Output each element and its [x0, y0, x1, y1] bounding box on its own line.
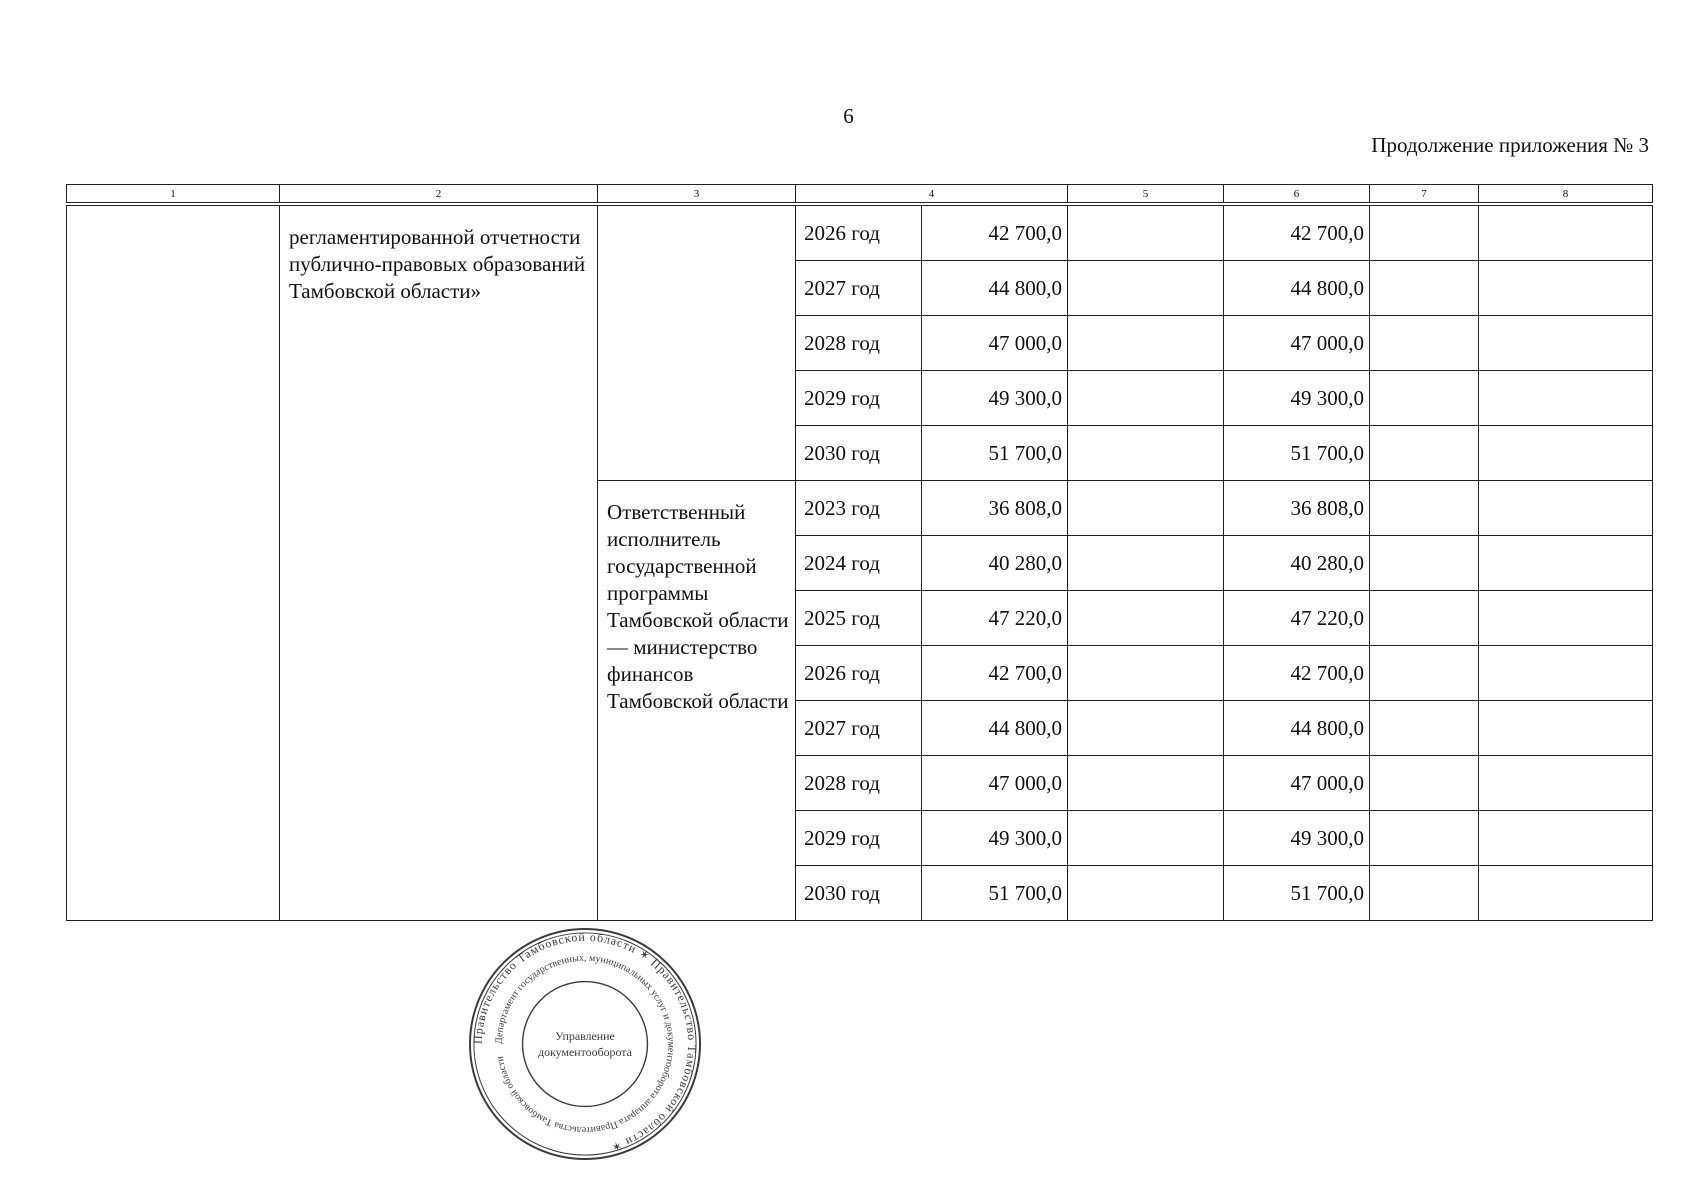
- column-number-cell: 3: [598, 185, 796, 203]
- col6-amount-cell: 47 000,0: [1224, 756, 1370, 811]
- col8-cell: [1479, 536, 1653, 591]
- budget-table-body: [67, 206, 1653, 921]
- col5-cell: [1068, 481, 1224, 536]
- col6-amount-cell: 49 300,0: [1224, 371, 1370, 426]
- seal-inner-text: Департамент государственных, муниципальных услуг и документооборота аппарата Правительства Тамбовской области: [493, 952, 677, 1136]
- col8-cell: [1479, 866, 1653, 921]
- col5-cell: [1068, 701, 1224, 756]
- col8-cell: [1479, 811, 1653, 866]
- col6-amount-cell: 47 220,0: [1224, 591, 1370, 646]
- col5-cell: [1068, 646, 1224, 701]
- col7-cell: [1370, 536, 1479, 591]
- program-code-cell: [67, 206, 280, 921]
- budget-table: [66, 205, 1653, 921]
- year-cell: 2029 год: [796, 371, 922, 426]
- col5-cell: [1068, 866, 1224, 921]
- col6-amount-cell: 49 300,0: [1224, 811, 1370, 866]
- column-number-cell: 6: [1224, 185, 1370, 203]
- col7-cell: [1370, 371, 1479, 426]
- col7-cell: [1370, 866, 1479, 921]
- col7-cell: [1370, 426, 1479, 481]
- total-amount-cell: 51 700,0: [922, 426, 1068, 481]
- col5-cell: [1068, 536, 1224, 591]
- col5-cell: [1068, 591, 1224, 646]
- col6-amount-cell: 42 700,0: [1224, 206, 1370, 261]
- col5-cell: [1068, 371, 1224, 426]
- column-number-cell: 7: [1370, 185, 1479, 203]
- column-number-cell: 2: [280, 185, 598, 203]
- col7-cell: [1370, 646, 1479, 701]
- year-cell: 2028 год: [796, 756, 922, 811]
- page-number: 6: [843, 104, 854, 128]
- col8-cell: [1479, 206, 1653, 261]
- seal-center-line2: документооборота: [538, 1044, 632, 1059]
- col8-cell: [1479, 371, 1653, 426]
- year-cell: 2029 год: [796, 811, 922, 866]
- col6-amount-cell: 51 700,0: [1224, 426, 1370, 481]
- year-cell: 2026 год: [796, 646, 922, 701]
- col7-cell: [1370, 316, 1479, 371]
- seal-center-line1: Управление: [555, 1029, 615, 1044]
- column-number-cell: 4: [796, 185, 1068, 203]
- total-amount-cell: 42 700,0: [922, 646, 1068, 701]
- col6-amount-cell: 44 800,0: [1224, 701, 1370, 756]
- program-name-cell: регламентированной отчетности публично-правовых образований Тамбовской области»: [280, 206, 598, 921]
- col8-cell: [1479, 316, 1653, 371]
- col7-cell: [1370, 701, 1479, 756]
- total-amount-cell: 51 700,0: [922, 866, 1068, 921]
- total-amount-cell: 42 700,0: [922, 206, 1068, 261]
- col6-amount-cell: 42 700,0: [1224, 646, 1370, 701]
- total-amount-cell: 44 800,0: [922, 261, 1068, 316]
- executor-cell-empty: [598, 206, 796, 481]
- executor-cell: Ответственный исполнитель государственной программы Тамбовской области — министерство финансов Тамбовской области: [598, 481, 796, 921]
- total-amount-cell: 49 300,0: [922, 811, 1068, 866]
- col6-amount-cell: 51 700,0: [1224, 866, 1370, 921]
- col6-amount-cell: 47 000,0: [1224, 316, 1370, 371]
- col6-amount-cell: 44 800,0: [1224, 261, 1370, 316]
- col5-cell: [1068, 261, 1224, 316]
- column-number-cell: 1: [67, 185, 280, 203]
- col8-cell: [1479, 756, 1653, 811]
- col5-cell: [1068, 316, 1224, 371]
- col7-cell: [1370, 481, 1479, 536]
- year-cell: 2027 год: [796, 701, 922, 756]
- col6-amount-cell: 36 808,0: [1224, 481, 1370, 536]
- official-seal: [466, 925, 704, 1163]
- col6-amount-cell: 40 280,0: [1224, 536, 1370, 591]
- year-cell: 2030 год: [796, 866, 922, 921]
- col5-cell: [1068, 206, 1224, 261]
- table-row: [67, 206, 1653, 261]
- column-number-row: [67, 185, 1653, 203]
- year-cell: 2028 год: [796, 316, 922, 371]
- year-cell: 2026 год: [796, 206, 922, 261]
- total-amount-cell: 40 280,0: [922, 536, 1068, 591]
- col8-cell: [1479, 591, 1653, 646]
- col8-cell: [1479, 261, 1653, 316]
- year-cell: 2025 год: [796, 591, 922, 646]
- column-header-table: [66, 184, 1653, 203]
- col8-cell: [1479, 426, 1653, 481]
- total-amount-cell: 44 800,0: [922, 701, 1068, 756]
- total-amount-cell: 47 220,0: [922, 591, 1068, 646]
- year-cell: 2030 год: [796, 426, 922, 481]
- total-amount-cell: 49 300,0: [922, 371, 1068, 426]
- year-cell: 2023 год: [796, 481, 922, 536]
- col7-cell: [1370, 811, 1479, 866]
- col8-cell: [1479, 481, 1653, 536]
- col7-cell: [1370, 261, 1479, 316]
- col5-cell: [1068, 756, 1224, 811]
- seal-outer-text: Правительство Тамбовской области ✶ Правительство Тамбовской области ✶: [470, 929, 700, 1155]
- col7-cell: [1370, 756, 1479, 811]
- total-amount-cell: 47 000,0: [922, 316, 1068, 371]
- total-amount-cell: 36 808,0: [922, 481, 1068, 536]
- col7-cell: [1370, 206, 1479, 261]
- column-number-cell: 8: [1479, 185, 1653, 203]
- col5-cell: [1068, 811, 1224, 866]
- col8-cell: [1479, 646, 1653, 701]
- col7-cell: [1370, 591, 1479, 646]
- year-cell: 2024 год: [796, 536, 922, 591]
- appendix-continuation-label: Продолжение приложения № 3: [1371, 133, 1649, 157]
- total-amount-cell: 47 000,0: [922, 756, 1068, 811]
- column-number-cell: 5: [1068, 185, 1224, 203]
- col5-cell: [1068, 426, 1224, 481]
- col8-cell: [1479, 701, 1653, 756]
- year-cell: 2027 год: [796, 261, 922, 316]
